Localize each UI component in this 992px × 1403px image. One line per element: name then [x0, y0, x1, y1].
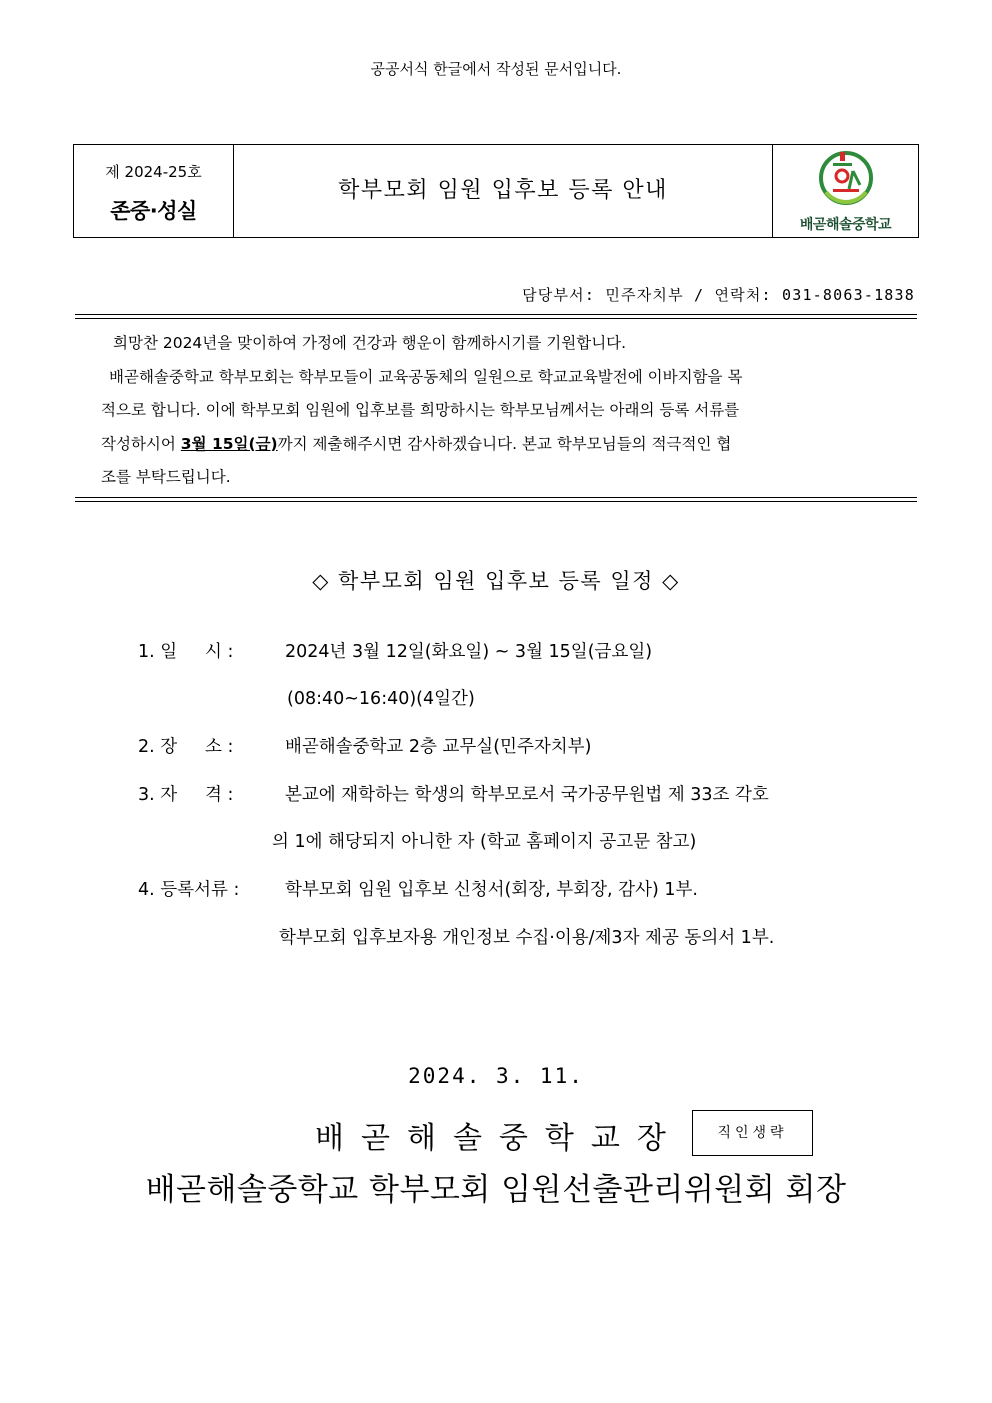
item-qualification-cont [0, 828, 992, 858]
intro-line-5: 조를 부탁드립니다. [101, 468, 231, 486]
issue-date: 2024. 3. 11. [408, 1064, 584, 1088]
seal-omitted-box: 직인생략 [692, 1110, 813, 1156]
divider-bottom-1 [75, 497, 917, 498]
divider-top-2 [75, 318, 917, 319]
item-value-2: 의 1에 해당되지 아니한 자 (학교 홈페이지 공고문 참고) [272, 832, 697, 852]
document-title: 학부모회 임원 입후보 등록 안내 [338, 178, 668, 203]
intro-paragraph [101, 327, 891, 495]
item-schedule-cont [0, 685, 992, 715]
school-emblem-icon [816, 149, 876, 209]
intro-line-1: 희망찬 2024년을 맞이하여 가정에 건강과 행운이 함께하시기를 기원합니다. [113, 334, 627, 352]
header-logo-cell [772, 145, 918, 237]
header-left-cell [74, 145, 234, 237]
intro-line-4 [101, 428, 891, 462]
doc-number: 제 2024-25호 [105, 163, 202, 181]
logo-school-name: 배곧해솔중학교 [799, 217, 892, 233]
committee-chair: 배곧해솔중학교 학부모회 임원선출관리위원회 회장 [145, 1172, 847, 1208]
deadline-highlight: 3월 15일(금) [180, 434, 278, 453]
item-value: 학부모회 임원 입후보 신청서(회장, 부회장, 감사) 1부. [285, 880, 698, 900]
item-label: 4. 등록서류 : [138, 880, 240, 900]
item-label: 1. 일 시 : [138, 642, 234, 662]
item-value-2: 학부모회 입후보자용 개인정보 수집·이용/제3자 제공 동의서 1부. [279, 928, 775, 948]
item-documents-cont [0, 924, 992, 954]
intro-line-4-pre: 작성하시어 [101, 434, 181, 453]
item-label: 3. 자 격 : [138, 785, 234, 805]
item-value: 배곧해솔중학교 2층 교무실(민주자치부) [285, 737, 592, 757]
item-value: 본교에 재학하는 학생의 학부모로서 국가공무원법 제 33조 각호 [285, 785, 769, 805]
item-value-2: (08:40~16:40)(4일간) [287, 689, 475, 709]
top-note: 공공서식 한글에서 작성된 문서입니다. [370, 60, 622, 78]
contact-info: 담당부서: 민주자치부 / 연락처: 031-8063-1838 [522, 286, 915, 304]
principal-title: 배곧해솔중학교장 [315, 1121, 683, 1156]
item-value: 2024년 3월 12일(화요일) ~ 3월 15일(금요일) [285, 642, 653, 662]
header-box [73, 144, 919, 238]
item-qualification [0, 781, 992, 811]
section-title: ◇ 학부모회 임원 입후보 등록 일정 ◇ [312, 569, 680, 593]
item-documents [0, 876, 992, 906]
divider-bottom-2 [75, 501, 917, 502]
item-schedule [0, 638, 992, 668]
intro-line-2: 배곧해솔중학교 학부모회는 학부모들이 교육공동체의 일원으로 학교교육발전에 이바지함을 목 [109, 367, 743, 386]
item-location [0, 733, 992, 763]
intro-line-4-post: 까지 제출해주시면 감사하겠습니다. 본교 학부모님들의 적극적인 협 [277, 434, 732, 453]
intro-line-3: 적으로 합니다. 이에 학부모회 임원에 입후보를 희망하시는 학부모님께서는 아래의 등록 서류를 [101, 401, 740, 419]
divider-top-1 [75, 314, 917, 315]
item-label: 2. 장 소 : [138, 737, 234, 757]
school-motto: 존중·성실 [110, 199, 197, 223]
